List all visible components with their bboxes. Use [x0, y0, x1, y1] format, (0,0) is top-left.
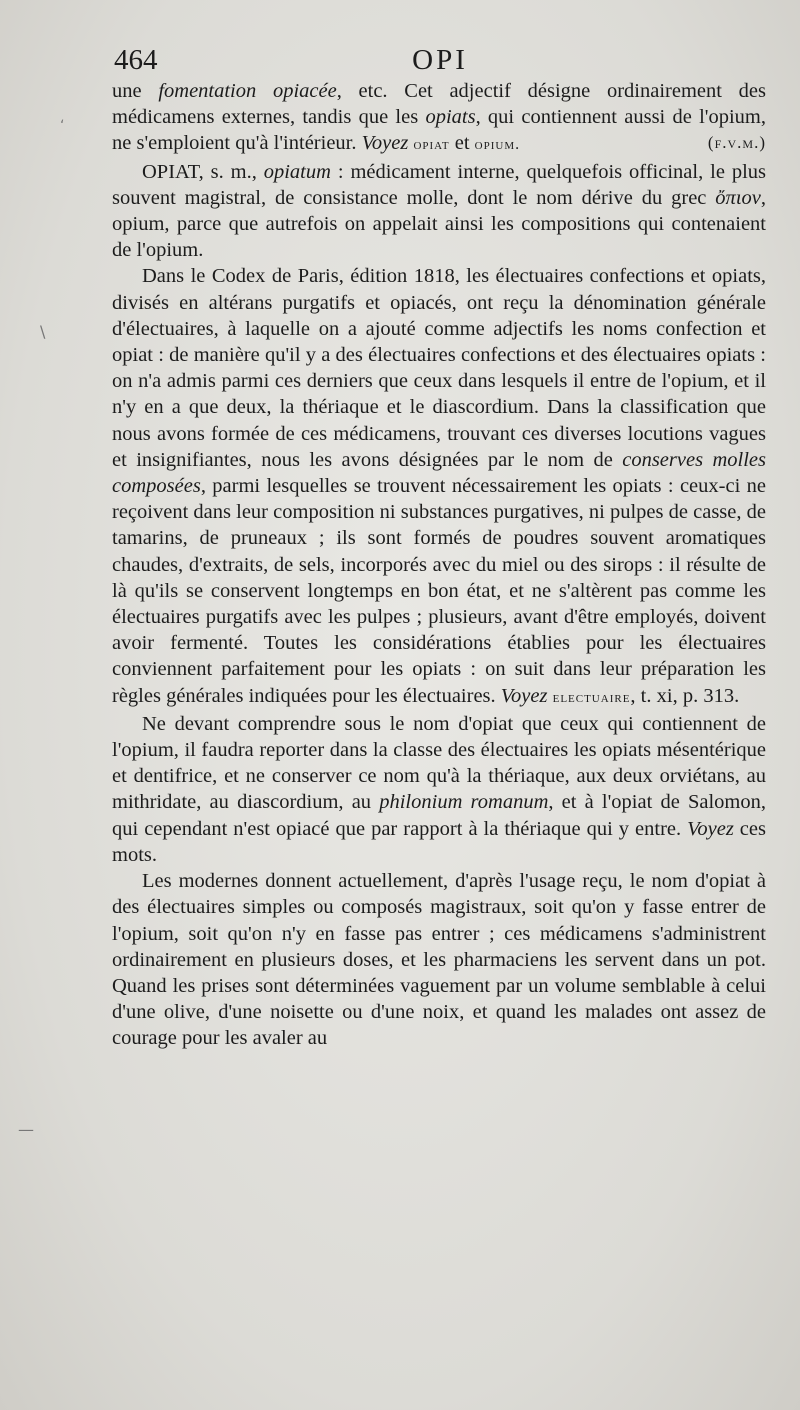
entry-headword: OPIAT — [142, 160, 199, 183]
paragraph-fomentation — [112, 78, 766, 159]
text-run: , opium, parce que autrefois on appelait ainsi les compositions qui contenaient de l'opium. — [112, 186, 766, 262]
text-run: , etc. Cet adjectif désigne ordinairement des médicamens externes, tandis que les — [112, 80, 766, 129]
italic-term: philonium romanum — [379, 791, 549, 814]
text-body — [112, 78, 766, 1052]
text-run: Ne devant comprendre sous le nom d'opiat que ceux qui contiennent de l'opium, il faudra reporter dans la classe des électuaires les opiats mésentérique et dentifrice, et ne conserver ce nom qu'à la thériaque, aux deux orviétans, au mithridate, au diascordium, au — [112, 712, 766, 814]
text-run: , parmi lesquelles se trouvent nécessairement les opiats : ceux-ci ne reçoivent dans leur composition ni substances purgatives, ni pulpes de casse, de tamarins, de pruneaux ; ils sont formés de poudres souvent aromatiques chaudes, d'extraits, de sels, incorporés avec du miel ou des sirops : il résulte de là qu'ils se conservent longtemps en bon état, et ne s'altèrent pas comme les électuaires purgatifs avec les pulpes ; plusieurs, avant d'être employés, doivent avoir fermenté. Toutes les considérations établies pour les électuaires conviennent parfaitement pour les opiats : on suit dans leur préparation les règles générales indiquées pour les électuaires. — [112, 475, 766, 707]
margin-speck: — — [18, 1120, 34, 1139]
margin-speck: ‘ — [60, 118, 65, 134]
text-run: , s. m., — [198, 160, 264, 183]
text-run: une — [112, 80, 159, 102]
cross-reference-term: opium. — [474, 136, 521, 154]
cross-reference-term: opiat — [413, 136, 450, 154]
text-run: ces mots. — [112, 817, 766, 866]
cross-reference-term: electuaire — [552, 688, 631, 706]
text-run: et — [449, 132, 475, 155]
text-run: , qui contiennent aussi de l'opium, ne s'emploient qu'à l'intérieur. — [112, 106, 766, 155]
paragraph-codex — [112, 263, 766, 710]
latin-term: opiatum — [263, 160, 331, 183]
running-head: OPI — [412, 44, 468, 76]
text-run: Les modernes donnent actuellement, d'après l'usage reçu, le nom d'opiat à des électuaires simples ou composés magistraux, soit qu'on y fasse entrer de l'opium, soit qu'on n'y en fasse pas entrer ; ces médicamens s'administrent ordinairement en plusieurs doses, et les pharmaciens les servent dans un pot. Quand les prises sont déterminées vaguement par un volume semblable à celui d'une olive, d'une noisette ou d'une noix, et quand les malades ont assez de courage pour les avaler au — [112, 870, 766, 1050]
author-signature: (f.v.m.) — [707, 133, 766, 153]
paragraph-modernes — [112, 868, 766, 1051]
italic-term: opiats — [425, 106, 476, 129]
cross-reference-voyez: Voyez — [500, 684, 548, 707]
italic-term: fomentation opiacée — [158, 80, 337, 102]
paragraph-opiat-entry — [112, 159, 766, 264]
greek-term: ὄπιον — [715, 186, 761, 209]
margin-speck: \ — [40, 322, 46, 341]
page-header — [110, 44, 770, 80]
text-run: , t. xi, p. 313. — [630, 684, 740, 707]
italic-term: conserves molles composées — [112, 448, 766, 498]
text-run: , et à l'opiat de Salomon, qui cependant n'est opiacé que par rapport à la thériaque qui y entre. — [112, 791, 766, 840]
cross-reference-voyez: Voyez — [687, 817, 734, 840]
text-run: Dans le Codex de Paris, édition 1818, les électuaires confections et opiats, divisés en altérans purgatifs et opiacés, ont reçu la dénomination générale d'électuaires, à laquelle on a ajouté comme adjectifs les noms confection et opiat : de manière qu'il y a des électuaires confections et des électuaires opiats : on n'a admis parmi ces derniers que ceux dans lesquels il entre de l'opium, et il n'y en a que deux, la thériaque et le diascordium. Dans la classification que nous avons formée de ces médicamens, trouvant ces diverses locutions vagues et insignifiantes, nous les avons désignées par le nom de — [112, 265, 766, 471]
page-number: 464 — [114, 44, 158, 76]
text-run: : médicament interne, quelquefois officinal, le plus souvent magistral, de consistance molle, dont le nom dérive du grec — [112, 160, 766, 209]
cross-reference-voyez: Voyez — [361, 132, 409, 155]
paragraph-comprendre — [112, 711, 766, 868]
